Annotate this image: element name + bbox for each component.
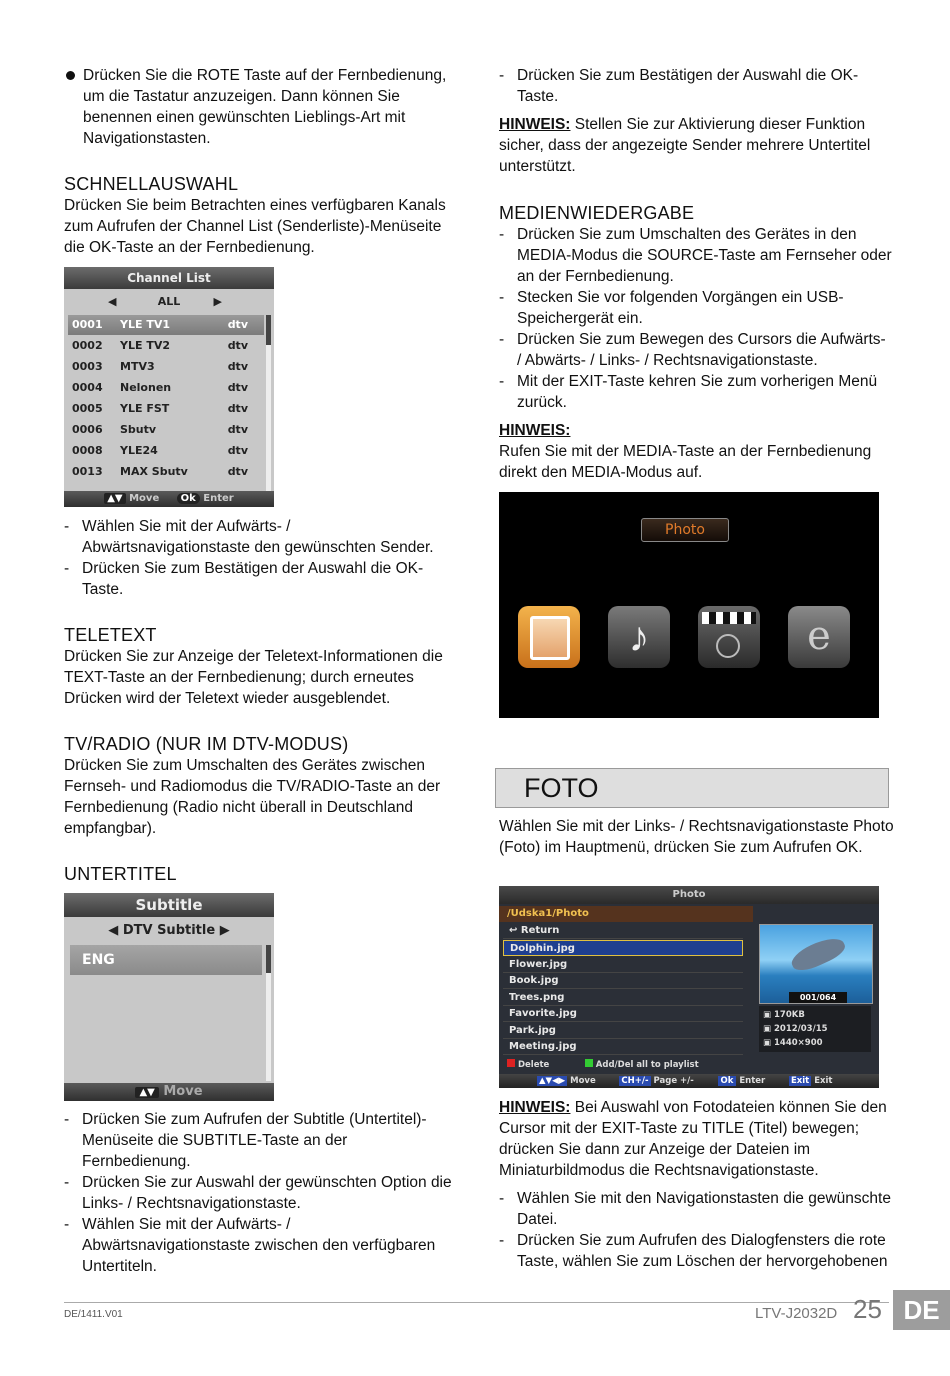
channel-name: YLE TV2 [120,339,170,352]
photo-footer [499,1074,879,1088]
hinweis-text: Bei Auswahl von Fotodateien können Sie den Cursor mit der EXIT-Taste zu TITLE (Titel) bewegen; drücken Sie dann zur Anzeige der Dateien im Miniaturbildmodus die Rechtsnavigationstaste. [499,1099,887,1179]
channel-number: 0005 [72,402,103,415]
subtitle-option-label: DTV Subtitle [122,923,216,938]
channel-row[interactable] [68,315,264,335]
channel-name: MTV3 [120,360,155,373]
file-item[interactable]: Flower.jpg [503,957,743,973]
photo-browser-screenshot [499,886,879,1088]
teletext-section [64,624,454,709]
language-tab: DE [893,1290,950,1330]
teletext-text: Drücken Sie zur Anzeige der Teletext-Informationen die TEXT-Taste an der Fernbedienung; durch erneutes Drücken wird der Teletext wieder ausgeblendet. [64,648,443,707]
ok-key: Ok [718,1076,737,1086]
photo-info [759,1006,871,1052]
move-label: Move [570,1076,596,1086]
photo-app-icon [518,606,580,668]
channel-type: dtv [227,402,248,415]
arrow-left-icon: ◀ [108,923,119,938]
page-number: 25 [853,1294,882,1324]
arrow-right-icon: ▶ [219,923,230,938]
arrow-left-icon: ◀ [108,295,117,308]
foto-text: Wählen Sie mit der Links- / Rechtsnavigationstaste Photo (Foto) im Hauptmenü, drücken Sie zum Aufrufen OK. [499,818,894,856]
tvradio-section [64,733,454,839]
medien-hinweis-label: HINWEIS: [499,422,571,439]
channel-name: Nelonen [120,381,172,394]
updown-key-icon: ▲▼ [135,1087,158,1098]
untertitel-section [64,863,454,885]
channel-list-title: Channel List [64,267,274,289]
green-key-icon [585,1059,593,1067]
date-icon: ▣ [763,1024,774,1034]
list-item: - Drücken Sie zum Bestätigen der Auswahl die OK-Taste. [64,558,454,600]
red-key-icon [507,1059,515,1067]
channel-row[interactable] [68,420,264,440]
channel-list-footer [64,491,274,507]
channel-type: dtv [227,318,248,331]
list-item: - Drücken Sie zum Bestätigen der Auswahl die OK-Taste. [499,65,894,107]
list-item: - Wählen Sie mit den Navigationstasten die gewünschte Datei. [499,1188,894,1230]
photo-date: 2012/03/15 [774,1024,828,1034]
music-app-icon: ♪ [608,606,670,668]
file-item[interactable]: Trees.png [503,990,743,1006]
channel-type: dtv [227,339,248,352]
resolution-icon: ▣ [763,1038,774,1048]
subtitle-menu-screenshot [64,893,274,1101]
foto-heading-box [495,768,889,808]
after-list [64,516,454,600]
subtitle-footer [64,1083,274,1101]
list-item: - Drücken Sie zum Bewegen des Cursors die Aufwärts- / Abwärts- / Links- / Rechtsnavigationstaste. [499,329,894,371]
return-item[interactable] [503,923,743,939]
photo-resolution: 1440×900 [774,1038,823,1048]
intro-bullet: Drücken Sie die ROTE Taste auf der Fernbedienung, um die Tastatur anzuzeigen. Dann können Sie benennen einen gewünschten Lieblings-Art mit Navigationstasten. [64,65,454,149]
file-item[interactable]: Book.jpg [503,973,743,989]
schnellauswahl-text: Drücken Sie beim Betrachten eines verfügbaren Kanals zum Aufrufen der Channel List (Senderliste)-Menüseite die OK-Taste an der Fernbedienung. [64,197,446,256]
list-item: - Wählen Sie mit der Aufwärts- / Abwärtsnavigationstaste zwischen den verfügbaren Untertiteln. [64,1214,454,1277]
return-label: Return [520,925,560,936]
channel-number: 0004 [72,381,103,394]
channel-row[interactable] [68,399,264,419]
scrollbar [266,945,271,1081]
hinweis-2 [499,1097,894,1181]
medien-heading: MEDIENWIEDERGABE [499,203,695,223]
list-item: - Mit der EXIT-Taste kehren Sie zum vorherigen Menü zurück. [499,371,894,413]
channel-number: 0013 [72,465,103,478]
photo-actions [499,1058,879,1072]
doc-code: DE/1411.V01 [64,1309,123,1320]
channel-filter [64,293,274,311]
tvradio-text: Drücken Sie zum Umschalten des Gerätes zwischen Fernseh- und Radiomodus die TV/RADIO-Taste an der Fernbedienung (Radio nicht überall in Deutschland empfangbar). [64,757,441,837]
movie-app-icon [698,606,760,668]
exit-key: Exit [790,1076,810,1086]
channel-name: YLE24 [120,444,158,457]
file-item[interactable]: Dolphin.jpg [503,940,743,956]
hinweis-label: HINWEIS: [499,1099,571,1116]
channel-number: 0008 [72,444,103,457]
channel-row[interactable] [68,441,264,461]
hinweis-text: Stellen Sie zur Aktivierung dieser Funktion sicher, dass der angezeigte Sender mehrere Untertitel unterstützt. [499,116,871,175]
exit-label: Exit [814,1076,833,1086]
foto-notes [499,1097,894,1272]
ebook-app-icon: e [788,606,850,668]
foto-heading: FOTO [524,773,599,803]
channel-number: 0006 [72,423,103,436]
file-item[interactable]: Meeting.jpg [503,1039,743,1055]
channel-type: dtv [227,360,248,373]
subtitle-menu-title: Subtitle [64,893,274,917]
ch-key: CH+/- [621,1076,649,1086]
footer-divider [64,1302,889,1303]
list-item: - Stecken Sie vor folgenden Vorgängen ein USB-Speichergerät ein. [499,287,894,329]
photo-size: 170KB [774,1010,805,1020]
ok-key: Ok [177,493,200,504]
arrow-right-icon: ▶ [213,295,222,308]
list-item: - Drücken Sie zum Umschalten des Gerätes in den MEDIA-Modus die SOURCE-Taste am Fernseher oder an der Fernbedienung. [499,224,894,287]
channel-name: MAX Sbutv [120,465,188,478]
hinweis-label: HINWEIS: [499,116,571,133]
photo-browser-title: Photo [499,886,879,904]
schnellauswahl-section [64,173,454,258]
subtitle-option [64,921,274,941]
nav-keys-icon: ▲▼◀▶ [539,1076,566,1086]
page-label: Page +/- [653,1076,694,1086]
move-label: Move [163,1084,203,1099]
after-subtitle [64,1109,454,1277]
channel-number: 0003 [72,360,103,373]
channel-type: dtv [227,423,248,436]
channel-row[interactable] [68,336,264,356]
move-label: Move [129,493,160,504]
channel-list-screenshot [64,267,274,507]
list-item: - Wählen Sie mit der Aufwärts- / Abwärtsnavigationstaste den gewünschten Sender. [64,516,454,558]
photo-path: /Udska1/Photo [499,906,753,922]
channel-name: YLE FST [120,402,170,415]
channel-number: 0002 [72,339,103,352]
channel-name: YLE TV1 [120,318,170,331]
tvradio-heading: TV/RADIO (NUR IM DTV-MODUS) [64,734,349,754]
schnellauswahl-heading: SCHNELLAUSWAHL [64,174,239,194]
list-item: - Drücken Sie zur Auswahl der gewünschten Option die Links- / Rechtsnavigationstaste. [64,1172,454,1214]
channel-type: dtv [227,381,248,394]
channel-name: Sbutv [120,423,157,436]
media-screen-screenshot [499,492,879,718]
channel-type: dtv [227,465,248,478]
medien-section [499,202,894,483]
updown-key-icon: ▲▼ [104,493,125,504]
medien-hinweis-text: Rufen Sie mit der MEDIA-Taste an der Fernbedienung direkt den MEDIA-Modus auf. [499,443,872,481]
delete-label: Delete [517,1060,550,1070]
subtitle-item: ENG [70,945,262,975]
foto-section [499,816,894,858]
right-top [499,65,894,177]
channel-row[interactable] [68,357,264,377]
left-intro [64,65,454,149]
file-item[interactable]: Park.jpg [503,1023,743,1039]
enter-label: Enter [739,1076,766,1086]
photo-counter: 001/064 [789,992,847,1003]
media-mode-label: Photo [641,518,729,542]
untertitel-heading: UNTERTITEL [64,864,177,884]
channel-row[interactable] [68,378,264,398]
model-number: LTV-J2032D [755,1305,838,1322]
teletext-heading: TELETEXT [64,625,157,645]
channel-type: dtv [227,444,248,457]
scrollbar [266,315,271,495]
hinweis-1 [499,114,894,177]
enter-label: Enter [203,493,234,504]
channel-filter-label: ALL [157,295,181,308]
channel-number: 0001 [72,318,103,331]
list-item: - Drücken Sie zum Aufrufen des Dialogfensters die rote Taste, wählen Sie zum Löschen der hervorgehobenen [499,1230,894,1272]
return-icon: ↩ [509,925,521,936]
list-item: - Drücken Sie zum Aufrufen der Subtitle (Untertitel)-Menüseite die SUBTITLE-Taste an der Fernbedienung. [64,1109,454,1172]
channel-row[interactable] [68,462,264,482]
file-item[interactable]: Favorite.jpg [503,1006,743,1022]
size-icon: ▣ [763,1010,774,1020]
adddel-label: Add/Del all to playlist [595,1060,699,1070]
